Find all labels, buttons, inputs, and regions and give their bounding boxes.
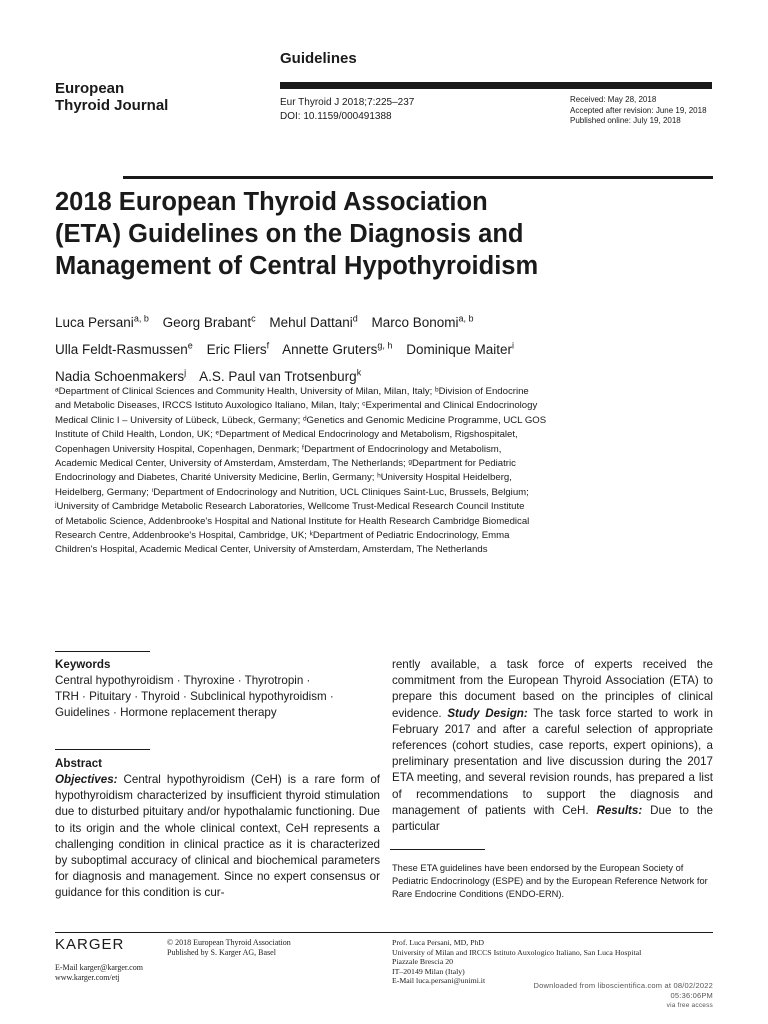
publisher-contact <box>55 963 143 983</box>
endorsement-note: These ETA guidelines have been endorsed by the European Society of Pediatric Endocrinology (ESPE) and by the European Reference Network for Rare Endocrine Conditions (ENDO-ERN). <box>392 863 708 899</box>
affiliation-line: Medical Clinic I – University of Lübeck, Lübeck, Germany; ᵈGenetics and Genomic Medicine Programme, UCL GOS <box>55 414 547 426</box>
author: Ulla Feldt-Rasmussen$^e$ <box>55 340 193 357</box>
affiliation-line: ᵃDepartment of Clinical Sciences and Community Health, University of Milan, Milan, Italy; ᵇDivision of Endocrine <box>55 386 529 397</box>
citation-block <box>280 96 414 124</box>
author-list <box>55 307 715 388</box>
publisher-website[interactable]: www.karger.com/etj <box>55 973 120 982</box>
study-design-label: Study Design: <box>447 706 528 720</box>
title-line: Management of Central Hypothyroidism <box>55 252 539 280</box>
author-row <box>55 361 715 388</box>
author: Annette Gruters$^{g, h}$ <box>282 340 393 357</box>
abstract-heading: Abstract <box>55 757 103 770</box>
copyright-line: © 2018 European Thyroid Association <box>167 938 291 947</box>
author: Georg Brabant$^c$ <box>162 313 256 330</box>
author: Nadia Schoenmakers$^j$ <box>55 367 187 384</box>
abstract-results-text: Due to the particular <box>392 803 713 834</box>
journal-name <box>55 80 235 114</box>
corr-name: Prof. Luca Persani, MD, PhD <box>392 938 485 947</box>
download-access: via free access <box>666 1002 713 1009</box>
corr-street: Piazzale Brescia 20 <box>392 957 454 966</box>
title-line: (ETA) Guidelines on the Diagnosis and <box>55 220 524 248</box>
title-line: 2018 European Thyroid Association <box>55 188 488 216</box>
results-label: Results: <box>596 803 643 817</box>
affiliation-line: of Metabolic Science, Addenbrooke's Hospital and National Institute for Health Research Cambridge Biomedical <box>55 515 530 527</box>
author: Dominique Maiter$^i$ <box>406 340 514 357</box>
affiliation-line: Copenhagen University Hospital, Copenhagen, Denmark; ᶠDepartment of Endocrinology and Metabolism, <box>55 443 502 455</box>
abstract-rule <box>55 749 150 750</box>
accepted-date: Accepted after revision: June 19, 2018 <box>570 105 707 115</box>
download-line: Downloaded from liboscientifica.com at 08/02/2022 05:36:06PM <box>533 981 713 1000</box>
author: Marco Bonomi$^{a, b}$ <box>371 313 474 330</box>
abstract-text-right <box>392 657 713 835</box>
journal-name-line2: Thyroid Journal <box>55 97 169 114</box>
correspondence-block <box>392 938 641 986</box>
keywords-line: Guidelines · Hormone replacement therapy <box>55 706 277 720</box>
received-date: Received: May 28, 2018 <box>570 95 657 104</box>
copyright-block <box>167 938 291 958</box>
header-rule <box>280 82 712 89</box>
affiliations <box>55 385 665 558</box>
affiliation-line: Academic Medical Center, University of Amsterdam, Amsterdam, The Netherlands; ᵍDepartment for Pediatric <box>55 458 516 470</box>
publisher-line: Published by S. Karger AG, Basel <box>167 948 276 957</box>
author-row <box>55 307 715 334</box>
corr-city: IT–20149 Milan (Italy) <box>392 966 465 976</box>
affiliation-line: and Metabolic Diseases, IRCCS Istituto Auxologico Italiano, Milan, Italy; ᶜExperimental and Clinical Endocrinology <box>55 400 538 412</box>
author: Eric Fliers$^f$ <box>206 340 270 357</box>
affiliation-line: Endocrinology and Diabetes, Charité University Medicine, Berlin, Germany; ʰUniversity Hospital Heidelberg, <box>55 472 512 484</box>
keywords-line: Central hypothyroidism · Thyroxine · Thyrotropin · <box>55 674 311 687</box>
objectives-label: Objectives: <box>55 773 118 786</box>
affiliation-line: Heidelberg, Germany; ⁱDepartment of Endocrinology and Nutrition, UCL Cliniques Saint-Luc, Brussels, Belgium; <box>55 486 529 498</box>
author: Luca Persani$^{a, b}$ <box>55 313 149 330</box>
section-label: Guidelines <box>280 50 357 67</box>
corr-institution: University of Milan and IRCCS Istituto Auxologico Italiano, San Luca Hospital <box>392 947 642 957</box>
citation: Eur Thyroid J 2018;7:225–237 <box>280 97 415 108</box>
endorsement-rule <box>390 849 485 850</box>
abstract-objectives-text: Central hypothyroidism (CeH) is a rare form of hypothyroidism characterized by insufficient thyroid stimulation due to disturbed pituitary and/or hypothalamic functioning. Due to its origin and the whole clinical context, CeH represents a challenging condition in clinical practice as it is characterized by suboptimal accuracy of clinical and biochemical parameters for diagnosis and management. Since no expert consensus or guidance for this condition is cur- <box>55 773 380 900</box>
footer-rule <box>55 932 713 933</box>
affiliation-line: Research Centre, Addenbrooke's Hospital, Cambridge, UK; ᵏDepartment of Pediatric Endocrinology, Emma <box>55 530 510 542</box>
abstract-study-design-text: The task force started to work in February 2017 and after a careful selection of appropriate references (cohort studies, case reports, expert opinions), a preliminary presentation and live discussion during the 2017 ETA meeting, and several revision rounds, has prepared a list of recommendations to support the diagnosis and management of patients with CeH. <box>392 706 713 817</box>
keywords-heading: Keywords <box>55 658 111 671</box>
affiliation-line: Children's Hospital, Academic Medical Center, University of Amsterdam, Amsterdam, The Netherlands <box>55 544 488 556</box>
article-title <box>55 186 715 282</box>
download-stamp <box>518 981 713 1011</box>
author: Mehul Dattani$^d$ <box>269 313 358 330</box>
abstract-text-left <box>55 772 380 902</box>
keywords-rule <box>55 651 150 652</box>
abstract-continued-text: rently available, a task force of experts received the commitment from the European Thyroid Association (ETA) to prepare this document based on the principles of clinical evidence. <box>392 658 713 720</box>
journal-name-line1: European <box>55 80 125 97</box>
publisher-logo: KARGER <box>55 936 125 953</box>
keywords-line: TRH · Pituitary · Thyroid · Subclinical hypothyroidism · <box>55 690 334 704</box>
article-dates <box>570 95 707 127</box>
publisher-email[interactable]: E-Mail karger@karger.com <box>55 963 143 972</box>
author-row <box>55 334 715 361</box>
keywords-list <box>55 673 380 722</box>
published-date: Published online: July 19, 2018 <box>570 116 681 125</box>
affiliation-line: ʲUniversity of Cambridge Metabolic Research Laboratories, Wellcome Trust-Medical Research Council Institute <box>55 501 525 513</box>
author: A.S. Paul van Trotsenburg$^k$ <box>199 367 362 384</box>
corr-email[interactable]: E-Mail luca.persani@unimi.it <box>392 976 486 985</box>
affiliation-line: Institute of Child Health, London, UK; ᵉDepartment of Medical Endocrinology and Metabolism, Rigshospitalet, <box>55 429 518 441</box>
doi-link[interactable]: DOI: 10.1159/000491388 <box>280 111 392 122</box>
title-rule <box>123 176 713 179</box>
